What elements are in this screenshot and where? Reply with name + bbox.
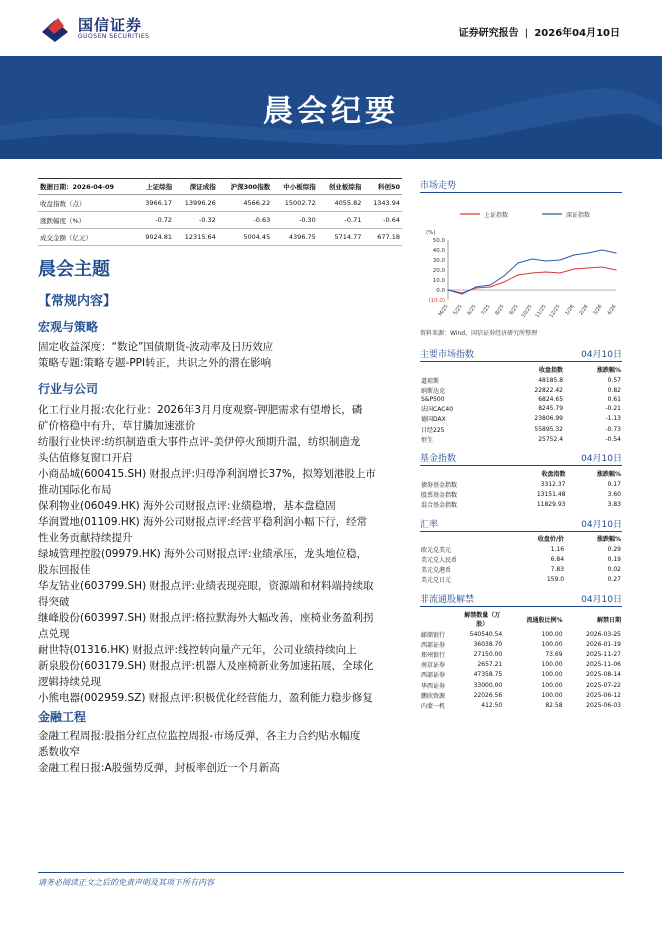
table-cell: 4396.75 [272, 229, 318, 246]
data-point [503, 281, 504, 282]
list-item[interactable]: 耐世特(01316.HK) 财报点评:线控转向量产元年，公司业绩持续向上 [38, 644, 357, 656]
table-header-cell: 涨跌幅% [596, 471, 621, 478]
table-row [420, 385, 622, 395]
y-tick-label: 40.0 [432, 248, 445, 254]
list-item[interactable]: 小商品城(600415.SH) 财报点评:归母净利润增长37%，拟筹划港股上市 [38, 468, 376, 480]
table-cell: 2026-03-25 [586, 630, 621, 638]
table-cell: 2657.21 [477, 661, 503, 669]
logo-name-en: GUOSEN SECURITIES [78, 33, 150, 40]
table-row [420, 649, 622, 659]
table-row [420, 554, 622, 564]
major-indices-header [420, 347, 622, 362]
table-cell: 36038.70 [473, 640, 503, 648]
table-cell: -0.30 [272, 212, 318, 229]
table-header-cell: 解禁数量（万股） [464, 612, 501, 628]
table-cell: 美元兑日元 [421, 577, 452, 585]
data-point [559, 259, 560, 260]
table-cell: 南京证券 [421, 662, 446, 670]
table-cell: 15002.72 [272, 195, 318, 212]
list-item[interactable]: 小熊电器(002959.SZ) 财报点评:积极优化经营能力，盈利能力稳步修复 [38, 692, 373, 704]
table-cell: 9024.81 [136, 229, 175, 246]
industry-company-list [38, 402, 410, 706]
table-cell: 2025-08-14 [586, 671, 621, 679]
table-cell: 100.00 [541, 671, 563, 679]
y-tick-label: 50.0 [432, 238, 445, 244]
fund-indices-date: 04月10日 [581, 454, 622, 464]
x-tick-label: 12/25 [548, 303, 562, 319]
list-item[interactable]: 策略专题:策略专题-PPI转正，共识之外的潜在影响 [38, 357, 272, 369]
table-cell: S&P500 [421, 395, 445, 403]
list-item[interactable]: 化工行业月报:农化行业：2026年3月月度观察-钾肥需求有望增长，磷 [38, 404, 363, 416]
y-tick-label: 30.0 [432, 258, 445, 264]
table-cell: 收盘指数（点） [38, 195, 136, 212]
table-cell: 73.69 [545, 650, 563, 658]
x-tick-label: 11/25 [534, 303, 548, 319]
table-cell: 0.19 [607, 555, 621, 563]
table-header-cell: 上证综指 [136, 179, 175, 195]
table-cell: 5004.45 [218, 229, 272, 246]
table-cell: 13151.48 [536, 490, 566, 498]
table-cell: 0.57 [607, 376, 621, 384]
table-row [420, 479, 622, 489]
table-row [420, 660, 622, 670]
table-cell: -0.71 [318, 212, 364, 229]
table-cell: 0.27 [607, 576, 621, 584]
table-cell: 412.50 [481, 701, 503, 709]
table-header-cell [420, 364, 496, 375]
table-cell: 8245.79 [538, 405, 564, 413]
table-cell: 2025-11-27 [586, 650, 621, 658]
table-cell: 47358.75 [473, 671, 503, 679]
routine-content-title: 【常规内容】 [38, 294, 117, 309]
data-point [531, 272, 532, 273]
list-item[interactable]: 新泉股份(603179.SH) 财报点评:机器人及座椅新业务加速拓展，全球化 [38, 660, 374, 672]
list-item[interactable]: 固定收益深度：“数论”国债期货-波动率及日历效应 [38, 341, 274, 353]
table-cell: 日经225 [421, 426, 445, 434]
y-tick-label: 20.0 [432, 268, 445, 274]
data-point [573, 254, 574, 255]
table-cell: 100.00 [541, 630, 563, 638]
page-header [0, 0, 662, 56]
fx-table [420, 533, 622, 585]
table-cell: 道琼斯 [421, 377, 440, 385]
table-cell: 混合基金指数 [421, 501, 458, 509]
market-trend-header [420, 178, 622, 193]
table-cell: 2025-07-22 [586, 681, 621, 689]
table-cell: 2025-06-03 [586, 701, 621, 709]
data-point [615, 252, 616, 253]
footer-divider [38, 872, 624, 873]
table-cell: 涨跌幅度（%） [38, 212, 136, 229]
table-cell: 3.60 [607, 490, 621, 498]
table-cell: 0.17 [607, 480, 621, 488]
table-cell: 55895.32 [534, 425, 564, 433]
list-item[interactable]: 纺服行业快评:纺织制造重大事件点评-美伊停火预期升温，纺织制造龙 [38, 436, 361, 448]
table-cell: 郑州银行 [421, 651, 446, 659]
table-cell: 22822.42 [534, 386, 564, 394]
guosen-logo-icon [40, 14, 70, 44]
table-cell: 美元兑人民币 [421, 556, 458, 564]
table-cell: -0.63 [218, 212, 272, 229]
table-cell: 33000.00 [473, 681, 503, 689]
table-header-row [420, 468, 622, 479]
fx-header [420, 517, 622, 532]
title-banner [0, 56, 662, 159]
list-item[interactable]: 头估值修复窗口开启 [38, 452, 133, 464]
x-tick-label: 1/26 [564, 303, 576, 317]
report-type: 证券研究报告 [458, 28, 519, 39]
list-item[interactable]: 得突破 [38, 596, 70, 608]
table-cell: 100.00 [541, 691, 563, 699]
market-trend-title: 市场走势 [420, 181, 457, 191]
table-cell: 债券基金指数 [421, 481, 458, 489]
fund-indices-title: 基金指数 [420, 454, 457, 464]
table-header-cell: 科创50 [363, 179, 402, 195]
table-row [420, 414, 622, 424]
x-tick-label: 2/26 [578, 303, 590, 317]
logo-name-cn: 国信证券 [78, 16, 143, 34]
table-cell: 1.16 [550, 545, 565, 553]
table-cell: 德国DAX [421, 416, 446, 424]
table-cell: 6824.65 [538, 395, 564, 403]
table-cell: 成交金额（亿元） [38, 229, 136, 246]
list-item[interactable]: 股东回报佳 [38, 564, 91, 576]
major-indices-date: 04月10日 [581, 350, 622, 360]
table-header-row [38, 179, 402, 195]
table-cell: 西部证券 [421, 641, 446, 649]
table-cell: 0.61 [607, 395, 621, 403]
table-header-cell: 创业板综指 [318, 179, 364, 195]
list-item[interactable]: 绿城管理控股(09979.HK) 海外公司财报点评:业绩承压，龙头地位稳， [38, 548, 368, 560]
table-cell: 3.83 [607, 500, 621, 508]
data-point [489, 286, 490, 287]
table-header-row [420, 364, 622, 375]
unlock-header [420, 592, 622, 607]
table-cell: 股票基金指数 [421, 491, 458, 499]
table-cell: 邮储银行 [421, 631, 446, 639]
unlock-table [420, 609, 622, 711]
list-item[interactable]: 推动国际化布局 [38, 484, 112, 496]
macro-strategy-title: 宏观与策略 [38, 320, 99, 334]
index-summary-table [38, 178, 402, 246]
table-cell: -0.72 [136, 212, 175, 229]
table-cell: 0.82 [607, 386, 621, 394]
table-cell: -0.32 [174, 212, 218, 229]
list-item[interactable]: 保利物业(06049.HK) 海外公司财报点评:业绩稳增，基本盘稳固 [38, 500, 336, 512]
table-row [420, 629, 622, 639]
table-row [420, 639, 622, 649]
list-item[interactable]: 性业务贡献持续提升 [38, 532, 133, 544]
table-cell: 西部证券 [421, 672, 446, 680]
table-cell: 12315.64 [174, 229, 218, 246]
y-tick-label: 0.0 [436, 288, 445, 294]
list-item[interactable]: 悉数收窄 [38, 746, 80, 758]
x-tick-label: 8/25 [494, 303, 506, 317]
table-header-cell: 涨跌幅% [596, 536, 621, 543]
major-indices-table [420, 364, 622, 444]
table-cell: 1343.94 [363, 195, 402, 212]
legend-label: 上证指数 [484, 212, 509, 219]
table-row [420, 575, 622, 585]
data-point [587, 267, 588, 268]
table-cell: 欧元兑美元 [421, 546, 452, 554]
data-point [559, 272, 560, 273]
data-point [545, 260, 546, 261]
y-axis-unit: (%) [426, 230, 436, 236]
report-date: 2026年04月10日 [534, 28, 620, 39]
data-point [503, 275, 504, 276]
table-cell: -0.21 [605, 405, 621, 413]
table-cell: 3312.37 [540, 480, 566, 488]
table-cell: -0.64 [363, 212, 402, 229]
macro-strategy-list [38, 339, 408, 371]
data-point [489, 284, 490, 285]
x-tick-label: 6/25 [466, 303, 478, 317]
market-trend-chart [420, 196, 622, 326]
table-cell: 27150.00 [473, 650, 503, 658]
banner-title: 晨会纪要 [263, 94, 399, 129]
table-cell: 4566.22 [218, 195, 272, 212]
table-header-cell [420, 609, 461, 629]
table-cell: 22026.56 [473, 691, 503, 699]
table-cell: 82.58 [545, 701, 563, 709]
fx-date: 04月10日 [581, 520, 622, 530]
fin-eng-list [38, 728, 410, 776]
table-cell: 鹏欣资源 [421, 692, 446, 700]
table-cell: 677.18 [363, 229, 402, 246]
table-header-cell [420, 533, 503, 544]
y-tick-label: 10.0 [432, 278, 445, 284]
table-row [420, 700, 622, 710]
data-point [517, 274, 518, 275]
table-row [420, 404, 622, 414]
table-cell: 5714.77 [318, 229, 364, 246]
list-item[interactable]: 华润置地(01109.HK) 海外公司财报点评:经营平稳利润小幅下行，经常 [38, 516, 368, 528]
table-cell: 法国CAC40 [421, 406, 454, 414]
data-point [531, 258, 532, 259]
table-cell: 100.00 [541, 640, 563, 648]
table-header-cell: 数据日期：2026-04-09 [38, 179, 136, 195]
data-point [615, 269, 616, 270]
table-header-cell: 收盘指数 [541, 471, 566, 478]
x-tick-label: 9/25 [508, 303, 520, 317]
table-header-cell: 流通股比例% [526, 616, 563, 624]
list-item[interactable]: 华友钴业(603799.SH) 财报点评:业绩表现亮眼，资源端和材料端持续取 [38, 580, 374, 592]
x-tick-label: 10/25 [520, 303, 534, 319]
x-tick-label: 3/26 [592, 303, 604, 317]
table-cell: 100.00 [541, 661, 563, 669]
table-row [420, 680, 622, 690]
x-tick-label: 7/25 [480, 303, 492, 317]
fin-eng-title: 金融工程 [38, 710, 87, 724]
data-point [545, 271, 546, 272]
table-cell: 100.00 [541, 681, 563, 689]
table-row [420, 670, 622, 680]
list-item[interactable]: 继峰股份(603997.SH) 财报点评:格拉默海外大幅改善，座椅业务盈利拐 [38, 612, 374, 624]
table-cell: 48185.8 [538, 376, 564, 384]
data-point [447, 289, 448, 290]
table-cell: 美元兑港币 [421, 566, 452, 574]
fund-indices-table [420, 468, 622, 510]
table-cell: 2025-11-06 [586, 661, 621, 669]
table-cell: 11829.93 [536, 500, 566, 508]
table-cell: -0.73 [605, 425, 621, 433]
table-cell: 2026-01-19 [586, 640, 621, 648]
table-cell: 3966.17 [136, 195, 175, 212]
table-cell: 0.02 [607, 565, 621, 573]
table-cell: 内蒙一机 [421, 702, 446, 710]
list-item[interactable]: 逻辑持续兑现 [38, 676, 101, 688]
table-row [38, 195, 402, 212]
table-header-cell: 中小板综指 [272, 179, 318, 195]
table-row [420, 424, 622, 434]
data-point [475, 286, 476, 287]
table-cell: 23806.99 [534, 415, 564, 423]
table-header-cell: 涨跌幅% [596, 367, 621, 374]
table-cell: 25752.4 [538, 435, 564, 443]
table-row [420, 564, 622, 574]
table-cell: -0.54 [605, 435, 621, 443]
list-item[interactable]: 金融工程日报:A股强势反弹，封板率创近一个月新高 [38, 762, 280, 774]
table-header-cell: 收盘指数 [539, 367, 564, 374]
table-header-cell: 解禁日期 [596, 616, 621, 624]
major-indices-title: 主要市场指数 [420, 350, 475, 360]
y-tick-label: (10.0) [428, 298, 445, 304]
table-cell: 6.84 [550, 555, 565, 563]
table-cell: 159.0 [546, 576, 565, 584]
list-item[interactable]: 点兑现 [38, 628, 70, 640]
unlock-date: 04月10日 [581, 595, 622, 605]
table-header-cell: 收盘价/价 [537, 536, 565, 543]
x-tick-label: M/25 [437, 303, 450, 318]
table-cell: 2025-06-12 [586, 691, 621, 699]
series-line-shanghai [448, 267, 616, 293]
x-tick-label: 5/25 [452, 303, 464, 317]
data-point [517, 262, 518, 263]
table-row [420, 395, 622, 403]
table-row [38, 212, 402, 229]
table-row [420, 499, 622, 509]
list-item[interactable]: 金融工程周报:股指分红点位监控周报-市场反弹，各主力合约贴水幅度 [38, 730, 361, 742]
table-header-row [420, 609, 622, 629]
table-header-cell: 深证成指 [174, 179, 218, 195]
table-cell: 13996.26 [174, 195, 218, 212]
list-item[interactable]: 矿价格稳中有升，草甘膦加速涨价 [38, 420, 196, 432]
table-cell: 7.83 [550, 565, 565, 573]
table-cell: 540540.54 [469, 630, 503, 638]
x-tick-label: 4/26 [606, 303, 618, 317]
legend-label: 深证指数 [566, 212, 591, 219]
data-point [573, 268, 574, 269]
table-cell: 0.29 [607, 545, 621, 553]
chart-source: 资料来源：Wind、国信证券经济研究所整理 [420, 330, 538, 337]
table-row [38, 229, 402, 246]
main-section-title: 晨会主题 [38, 259, 110, 280]
table-row [420, 375, 622, 385]
table-row [420, 434, 622, 444]
data-point [601, 266, 602, 267]
table-cell: -1.13 [605, 415, 621, 423]
table-cell: 纳斯达克 [421, 387, 446, 395]
fx-title: 汇率 [420, 520, 439, 530]
data-point [601, 249, 602, 250]
industry-company-title: 行业与公司 [38, 382, 99, 396]
table-cell: 华西证券 [421, 682, 446, 690]
table-cell: 4055.82 [318, 195, 364, 212]
header-separator: | [524, 28, 529, 39]
unlock-title: 非流通股解禁 [420, 595, 475, 605]
table-cell: 恒生 [421, 436, 434, 444]
data-point [587, 252, 588, 253]
table-row [420, 690, 622, 700]
table-header-cell: 沪深300指数 [218, 179, 272, 195]
series-line-shenzhen [448, 250, 616, 294]
table-row [420, 489, 622, 499]
table-header-row [420, 533, 622, 544]
header-meta [459, 24, 620, 39]
footer-disclaimer: 请务必阅读正文之后的免责声明及其项下所有内容 [38, 878, 214, 887]
data-point [461, 293, 462, 294]
table-header-cell [420, 468, 501, 479]
table-row [420, 544, 622, 554]
fund-indices-header [420, 451, 622, 466]
